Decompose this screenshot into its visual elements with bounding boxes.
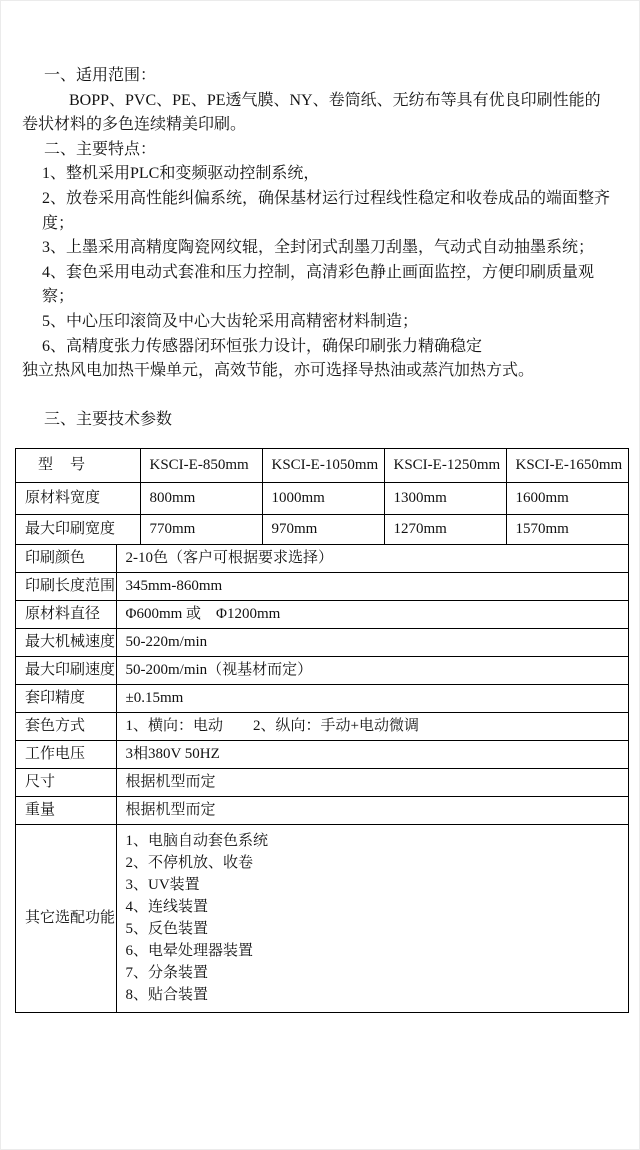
feature-item: 5、中心压印滚筒及中心大齿轮采用高精密材料制造； — [42, 312, 419, 330]
spec-label: 印刷颜色 — [16, 545, 116, 573]
feature-note: 独立热风电加热干燥单元，高效节能，亦可选择导热油或蒸汽加热方式。 — [22, 362, 535, 380]
section-heading-params: 三、主要技术参数 — [44, 411, 173, 429]
spec-label: 工作电压 — [16, 740, 116, 768]
options-list — [116, 824, 628, 1012]
spec-value: 1000mm — [262, 482, 384, 514]
option-line: 4、连线装置 — [125, 899, 209, 916]
table-row — [16, 768, 628, 796]
spec-value: 3相380V 50HZ — [116, 740, 628, 768]
spec-value: 770mm — [140, 514, 262, 544]
table-row-model — [16, 449, 628, 483]
section-heading-scope: 一、适用范围： — [44, 67, 157, 84]
table-row — [16, 740, 628, 768]
spec-value: 根据机型而定 — [116, 796, 628, 824]
table-row — [16, 656, 628, 684]
spec-value: 1300mm — [384, 482, 506, 514]
spec-label: 套印精度 — [16, 684, 116, 712]
table-row — [16, 600, 628, 628]
scope-paragraph: BOPP、PVC、PE、PE透气膜、NY、卷筒纸、无纺布等具有优良印刷性能的卷状材料的多色连续精美印刷。 — [22, 91, 601, 134]
spec-value: 根据机型而定 — [116, 768, 628, 796]
model-name: KSCI-E-1250mm — [384, 449, 506, 483]
spec-value: 50-200m/min（视基材而定） — [116, 656, 628, 684]
feature-item: 4、套色采用电动式套准和压力控制，高清彩色静止画面监控，方便印刷质量观察； — [42, 263, 595, 306]
table-row-print-width — [16, 514, 628, 544]
spec-label: 原材料宽度 — [16, 482, 140, 514]
option-line: 5、反色装置 — [125, 921, 209, 938]
spec-label: 最大印刷速度 — [16, 656, 116, 684]
feature-item: 6、高精度张力传感器闭环恒张力设计，确保印刷张力精确稳定 — [42, 337, 483, 355]
spec-value: 1270mm — [384, 514, 506, 544]
feature-item: 2、放卷采用高性能纠偏系统，确保基材运行过程线性稳定和收卷成品的端面整齐度； — [42, 189, 611, 232]
spec-label: 重量 — [16, 796, 116, 824]
spec-label: 最大机械速度 — [16, 628, 116, 656]
spec-label: 最大印刷宽度 — [16, 514, 140, 544]
spec-value: 2-10色（客户可根据要求选择） — [116, 545, 628, 573]
table-row-material-width — [16, 482, 628, 514]
table-row — [16, 684, 628, 712]
spec-label: 原材料直径 — [16, 600, 116, 628]
feature-item: 1、整机采用PLC和变频驱动控制系统， — [42, 165, 320, 183]
spec-label: 其它选配功能 — [16, 824, 116, 1012]
table-row-options — [16, 824, 628, 1012]
spec-value: 345mm-860mm — [116, 572, 628, 600]
option-line: 7、分条装置 — [125, 965, 209, 982]
spec-value: 1、横向：电动 2、纵向：手动+电动微调 — [116, 712, 628, 740]
model-name: KSCI-E-1050mm — [262, 449, 384, 483]
spec-value: 800mm — [140, 482, 262, 514]
spec-value: 1570mm — [506, 514, 628, 544]
table-row — [16, 572, 628, 600]
spec-table-container — [15, 448, 629, 1013]
table-row — [16, 712, 628, 740]
spec-label-model: 型 号 — [16, 449, 140, 483]
option-line: 6、电晕处理器装置 — [125, 943, 254, 960]
model-name: KSCI-E-1650mm — [506, 449, 628, 483]
table-row — [16, 796, 628, 824]
section-heading-features: 二、主要特点： — [44, 140, 157, 158]
model-name: KSCI-E-850mm — [140, 449, 262, 483]
spec-value: 50-220m/min — [116, 628, 628, 656]
option-line: 3、UV装置 — [125, 877, 200, 894]
option-line: 2、不停机放、收卷 — [125, 855, 254, 872]
model-spec-table — [16, 449, 628, 545]
feature-item: 3、上墨采用高精度陶瓷网纹辊，全封闭式刮墨刀刮墨，气动式自动抽墨系统； — [42, 239, 595, 257]
spec-value: ±0.15mm — [116, 684, 628, 712]
detail-spec-table — [16, 545, 628, 1012]
spec-value: 1600mm — [506, 482, 628, 514]
spec-value: 970mm — [262, 514, 384, 544]
option-line: 1、电脑自动套色系统 — [125, 833, 269, 850]
spec-label: 套色方式 — [16, 712, 116, 740]
table-row — [16, 545, 628, 573]
spec-value: Φ600mm 或 Φ1200mm — [116, 600, 628, 628]
table-row — [16, 628, 628, 656]
spec-label: 印刷长度范围 — [16, 572, 116, 600]
option-line: 8、贴合装置 — [125, 987, 209, 1004]
spec-label: 尺寸 — [16, 768, 116, 796]
